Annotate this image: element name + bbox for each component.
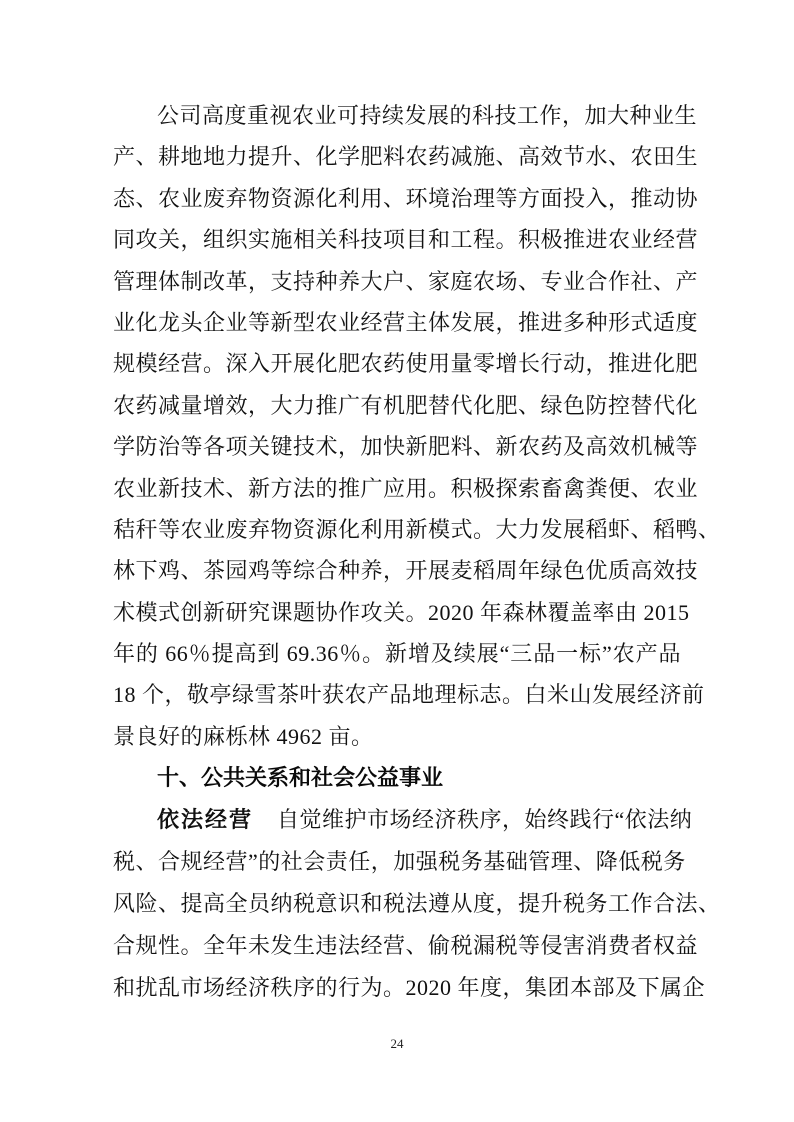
body-line: 风险、提高全员纳税意识和税法遵从度，提升税务工作合法、 [113, 891, 721, 916]
body-line: 管理体制改革，支持种养大户、家庭农场、专业合作社、产 [113, 268, 699, 294]
body-line-text: 自觉维护市场经济秩序，始终践行“依法纳 [277, 807, 693, 832]
body-line: 农业新技术、新方法的推广应用。积极探索畜禽粪便、农业 [113, 475, 699, 501]
body-line: 态、农业废弃物资源化利用、环境治理等方面投入，推动协 [113, 185, 699, 211]
section-heading: 十、公共关系和社会公益事业 [157, 765, 444, 790]
body-line: 合规性。全年未发生违法经营、偷税漏税等侵害消费者权益 [113, 933, 699, 958]
body-line: 公司高度重视农业可持续发展的科技工作，加大种业生 [157, 103, 698, 128]
body-line: 农药减量增效，大力推广有机肥替代化肥、绿色防控替代化 [113, 392, 699, 418]
body-line [113, 799, 693, 841]
body-line: 业化龙头企业等新型农业经营主体发展，推进多种形式适度 [113, 309, 699, 335]
body-line: 术模式创新研究课题协作攻关。2020 年森林覆盖率由 2015 [113, 599, 690, 625]
body-line: 税、合规经营”的社会责任，加强税务基础管理、降低税务 [113, 849, 686, 874]
body-paragraph-compliance [113, 799, 721, 1009]
body-line: 18 个，敬亭绿雪茶叶获农产品地理标志。白米山发展经济前 [113, 682, 705, 708]
body-line: 产、耕地地力提升、化学肥料农药减施、高效节水、农田生 [113, 144, 699, 170]
body-line: 年的 66％提高到 69.36％。新增及续展“三品一标”农产品 [113, 641, 681, 667]
page-number: 24 [390, 1036, 404, 1051]
body-line: 学防治等各项关键技术，加快新肥料、新农药及高效机械等 [113, 434, 699, 460]
body-line: 同攻关，组织实施相关科技项目和工程。积极推进农业经营 [113, 227, 699, 253]
body-line: 景良好的麻栎林 4962 亩。 [113, 723, 374, 749]
paragraph-lead-bold: 依法经营 [157, 807, 254, 832]
body-line: 规模经营。深入开展化肥农药使用量零增长行动，推进化肥 [113, 351, 699, 377]
body-paragraph-science [113, 95, 721, 757]
body-line: 秸秆等农业废弃物资源化利用新模式。大力发展稻虾、稻鸭、 [113, 516, 721, 542]
body-line: 林下鸡、茶园鸡等综合种养，开展麦稻周年绿色优质高效技 [113, 558, 699, 584]
body-line: 和扰乱市场经济秩序的行为。2020 年度，集团本部及下属企 [113, 975, 706, 1000]
